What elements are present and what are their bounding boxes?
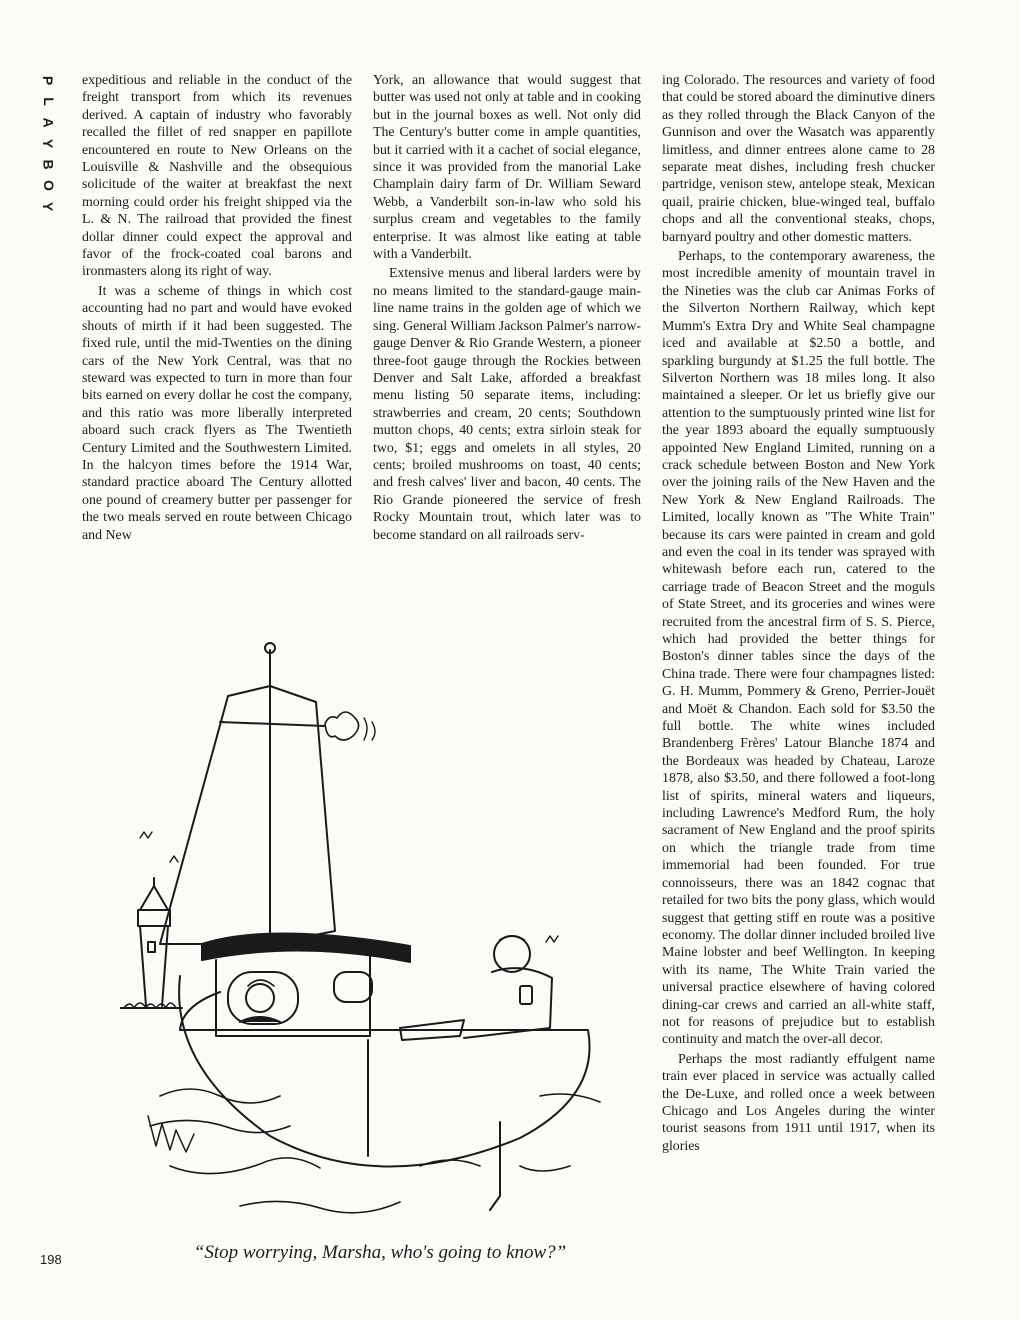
paragraph: York, an allowance that would suggest that butter was used not only at table and in cooking but in the journal boxes as well. Not only did The Century's butter come in ample quantities, but it carried with it a cachet of social elegance, since it was provided from the manorial Lake Champlain dairy farm of Dr. William Seward Webb, a Vanderbilt son-in-law who sold his surplus cream and vegetables to the family enterprise. It was almost like eating at table with a Vanderbilt.: [373, 73, 641, 263]
masthead-letter: O: [40, 180, 57, 191]
masthead-letter: P: [40, 75, 57, 86]
masthead-letter: Y: [40, 201, 57, 212]
paragraph: ing Colorado. The resources and variety of food that could be stored aboard the diminutive diners as they rolled through the Black Canyon of the Gunnison and over the Wasatch was apparently limitless, and dinner entrees alone came to 28 separate meat dishes, including fresh chucker partridge, venison stew, antelope steak, Mexican quail, prairie chicken, blue-winged teal, buffalo chops and all the conventional steaks, chops, barnyard poultry and other domestic matters.: [662, 73, 935, 245]
masthead-letter: A: [40, 117, 57, 128]
masthead-letter: L: [40, 97, 57, 106]
text-column-2: [373, 72, 641, 544]
masthead-letter: Y: [40, 138, 57, 149]
magazine-masthead-vertical: [38, 70, 58, 217]
man-figure: [400, 936, 552, 1040]
cartoon-illustration: [120, 626, 645, 1226]
paragraph: It was a scheme of things in which cost accounting had no part and would have evoked shouts of mirth if it had been suggested. The fixed rule, until the mid-Twenties on the dining cars of the New York Central, was that no steward was expected to turn in more than four bits earned on every dollar he cost the company, and this ratio was more liberally interpreted aboard such crack flyers as The Twentieth Century Limited and the Southwestern Limited. In the halcyon times before the 1914 War, standard practice aboard The Century allotted one pound of creamery butter per passenger for the two meals served en route between Chicago and New: [82, 283, 352, 543]
cabin-roof: [202, 933, 410, 962]
page-number: 198: [40, 1252, 62, 1267]
paragraph: Perhaps, to the contemporary awareness, the most incredible amenity of mountain travel in the Nineties was the club car Animas Forks of the Silverton Northern Railway, which kept Mumm's Extra Dry and White Seal champagne iced and available at $2.50 a bottle, and sparkling burgundy at $1.25 the full bottle. The Silverton Northern was 18 miles long. It also maintained a sleeper. Or let us briefly give our attention to the sumptuously printed wine list for the year 1893 aboard the equally sumptuously appointed New England Limited, running on a crack schedule between Boston and New York over the joining rails of the New Haven and the New York & New England Railroads. The Limited, locally known as "The White Train" because its cars were painted in cream and gold and even the coal in its tender was sprayed with whitewash before each run, catered to the carriage trade of Beacon Street and the moguls of State Street, and its groceries and wines were recruited from the ancestral firm of S. S. Pierce, which had provided the better things for Boston's dinner tables since the days of the China trade. There were four champagnes listed: G. H. Mumm, Pommery & Greno, Perrier-Jouët and Moët & Chandon. Each sold for $3.50 the full bottle. The white wines included Brandenberg Frères' Latour Blanche 1874 and the Bordeaux was headed by Chateau, Laroze 1878, also $3.50, and there followed a foot-long list of spirits, mineral waters and liqueurs, including Lawrence's Medford Rum, the holy sacrament of New England and the proof spirits on which the triangle trade from time immemorial had been founded. For true connoisseurs, there was an 1842 cognac that retailed for two bits the pony glass, which would suggest that getting stiff en route was a positive economy. The dollar dinner included broiled live Maine lobster and beef Wellington. In keeping with its name, The White Train varied the universal practice elsewhere of having colored dining-car crews and carried an all-white staff, not for reasons of prejudice but to establish continuity and match the over-all decor.: [662, 249, 935, 1048]
text-column-3: [662, 72, 935, 1155]
paragraph: Extensive menus and liberal larders were by no means limited to the standard-gauge main-line name trains in the golden age of which we sing. General William Jackson Palmer's narrow-gauge Denver & Rio Grande Western, a pioneer three-foot gauge through the Rockies between Denver and Salt Lake, afforded a breakfast menu listing 50 separate items, including: strawberries and cream, 20 cents; Southdown mutton chops, 40 cents; extra sirloin steak for two, $1; eggs and omelets in all styles, 20 cents; broiled mushrooms on toast, 40 cents; and fresh calves' liver and bacon, 40 cents. The Rio Grande pioneered the service of fresh Rocky Mountain trout, which later was to become standard on all railroads serv-: [373, 266, 641, 543]
text-column-1: [82, 72, 352, 544]
masthead-letter: B: [40, 159, 57, 170]
cartoon-caption: “Stop worrying, Marsha, who's going to know?”: [193, 1242, 567, 1263]
main-sail: [160, 686, 270, 944]
paragraph: expeditious and reliable in the conduct of the freight transport from which its revenues derived. A captain of industry who favorably recalled the fillet of red snapper en papillote encountered en route to New Orleans on the Louisville & Nashville and the obsequious solicitude of the waiter at breakfast the next morning could order his freight shipped via the L. & N. The railroad that provided the finest dollar dinner could expect the approval and favor of the frock-coated coal barons and ironmasters along its right of way.: [82, 73, 352, 280]
paragraph: Perhaps the most radiantly effulgent name train ever placed in service was actually called the De-Luxe, and rolled once a week between Chicago and Los Angeles during the winter tourist seasons from 1911 until 1917, when its glories: [662, 1051, 935, 1154]
